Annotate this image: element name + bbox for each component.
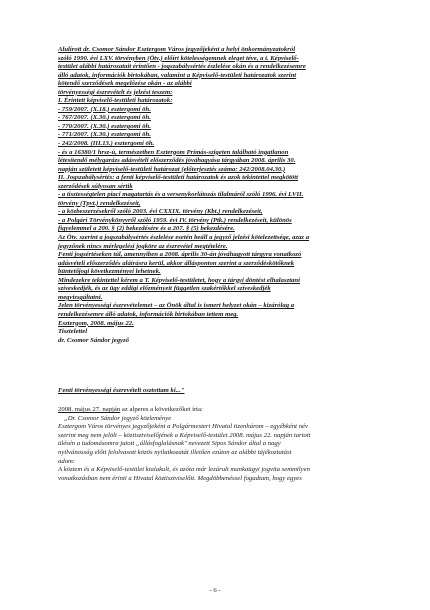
text-line: Jelen törvényességi észrevételemet – az Önök által is ismert helyzet okán – kizárólag a bbox=[58, 302, 295, 310]
letter-line: Esztergom Város törvényes jegyzőjeként a Polgármesteri Hivatal tizenhárom – egyébként név bbox=[58, 423, 308, 431]
list-item: - a közbeszerzésekről szóló 2003. évi CXXIX. törvény (Kbt.) rendelkezéseit, bbox=[58, 208, 263, 216]
intro-rest: az alperes a következőket írta: bbox=[120, 406, 203, 413]
text-line: megvizsgáltatni. bbox=[58, 293, 103, 301]
list-item: - 770/2007. (X.30.) esztergomi öh. bbox=[58, 122, 151, 130]
text-line: kötendő szerződések megelőzése okán - az alábbi bbox=[58, 80, 192, 88]
narrative-text bbox=[58, 406, 378, 483]
text-line: szíveskedjék, és az ügy eddigi előzményeit független szakértőkkel szíveskedjék bbox=[58, 285, 271, 293]
list-item: - 767/2007. (X.30.) esztergomi öh. bbox=[58, 114, 151, 122]
date-line: Esztergom, 2008. május 22. bbox=[58, 319, 134, 327]
text-line: testület alábbi határozatait érintően - jogszabálysértés észlelése okán és a rendelkezésemre bbox=[58, 63, 306, 71]
list-item: - a Polgári Törvénykönyvről szóló 1959. évi IV. törvény (Ptk.) rendelkezéseit, különös bbox=[58, 216, 292, 224]
letter-line: ülésén a tudomásomra jutott „állásfoglalásnak" nevezett Sipos Sándor által a nagy bbox=[58, 440, 281, 448]
letter-line: vonatkozásban nem érinti a Hivatal köztisztviselőit. Megdöbbenéssel fogadtam, hogy egyes bbox=[58, 474, 302, 482]
signature-line: dr. Csomor Sándor jegyző bbox=[58, 336, 129, 344]
text-line: büntetőjogi következményei lehetnek. bbox=[58, 268, 161, 276]
intro-line bbox=[58, 406, 378, 415]
list-item: - 771/2007. (X.30.) esztergomi öh. bbox=[58, 131, 151, 139]
text-line: figyelemmel a 200. § (2) bekezdésére és a 207. § (5) bekezdésére. bbox=[58, 225, 235, 233]
text-line: Az Ötv. szerint a jogszabálysértés észlelése esetén beáll a jegyző jelzési kötelezettsége, azaz a bbox=[58, 234, 310, 242]
section-heading: I. Érintett képviselő-testületi határozatok: bbox=[58, 97, 173, 105]
list-item: - 242/2008. (III.13.) esztergomi öh. bbox=[58, 140, 155, 148]
text-line: Fenti jogsértéseken túl, amennyiben a 2008. április 30-án jóváhagyott tárgyra vonatkozó bbox=[58, 251, 302, 259]
final-quote-line: Fenti törvényességi észrevételt osztottam ki..." bbox=[58, 387, 185, 394]
list-item: - 759/2007. (X.18.) esztergomi öh. bbox=[58, 105, 151, 113]
intro-date: 2008. május 27. napján bbox=[58, 406, 121, 413]
section-heading: II. Jogszabálysértés: a fenti képviselő-testületi határozatok és azok tekintettel megkötött bbox=[58, 174, 298, 182]
text-line: törvényességi észrevételt és jelzést teszem: bbox=[58, 88, 173, 96]
list-item: - és a 16380/1 hrsz-ú, természetben Esztergom Prímás-szigeten található ingatlanon bbox=[58, 148, 289, 156]
text-line: adásvételi előszerződés aláírásra kerül, akkor állásponton szerint a szerződéskötőknek bbox=[58, 259, 295, 267]
page-number: - 6 - bbox=[209, 587, 221, 594]
letter-line: szerint meg nem jelölt – köztisztviselőjének a Képviselő-testület 2008. május 22. napján tartott bbox=[58, 431, 311, 439]
text-line: álló adatok, információk birtokában, valamint a Képviselő-testületi határozatok szerint bbox=[58, 71, 297, 79]
letter-line: adom: bbox=[58, 457, 76, 465]
list-item: - a tisztességtelen piaci magatartás és a versenykorlátozás tilalmáról szóló 1996. évi LVII. bbox=[58, 191, 304, 199]
text-line: szerződések súlyosan sértik bbox=[58, 182, 133, 190]
letter-line: A köztem és a Képviselő-testület kialakult, és azóta már lezárult munkaügyi jogvita semmilyen bbox=[58, 466, 310, 474]
text-line: szóló 1990. évi LXV. törvényben (Ötv.) előírt kötelességemnek eleget téve, a t. Képviselő- bbox=[58, 54, 299, 62]
text-line: jegyzőnek nincs mérlegelési jogköre az észrevétel megtételére. bbox=[58, 242, 228, 250]
text-line: törvény (Tpvt.) rendelkezéseit, bbox=[58, 199, 141, 207]
text-line: létesítendő mélygarázs adásvételi előszerződés jóváhagyása tárgyában 2008. április 30. bbox=[58, 157, 296, 165]
text-line: Alulírott dr. Csomor Sándor Esztergom Város jegyzőjeként a helyi önkormányzatokról bbox=[58, 46, 296, 53]
closing-line: Tisztelettel bbox=[58, 328, 88, 336]
letter-line: nyilvánosság előtt felolvasott közös nyilatkozatát illetően ezúton az alábbi tájékoztatást bbox=[58, 448, 292, 456]
text-line: Mindezekre tekintettel kérem a T. Képviselő-testületet, hogy a tárgyi döntést elhalasztani bbox=[58, 276, 300, 284]
text-line: rendelkezésemre álló adatok, információk birtokában tettem meg. bbox=[58, 310, 239, 318]
quoted-legality-notice bbox=[58, 46, 378, 345]
letter-line: „Dr. Csomor Sándor jegyző közleménye bbox=[64, 414, 172, 422]
text-line: napján született képviselő-testületi határozat (előterjesztés száma: 242/2008.04.30.) bbox=[58, 165, 286, 173]
